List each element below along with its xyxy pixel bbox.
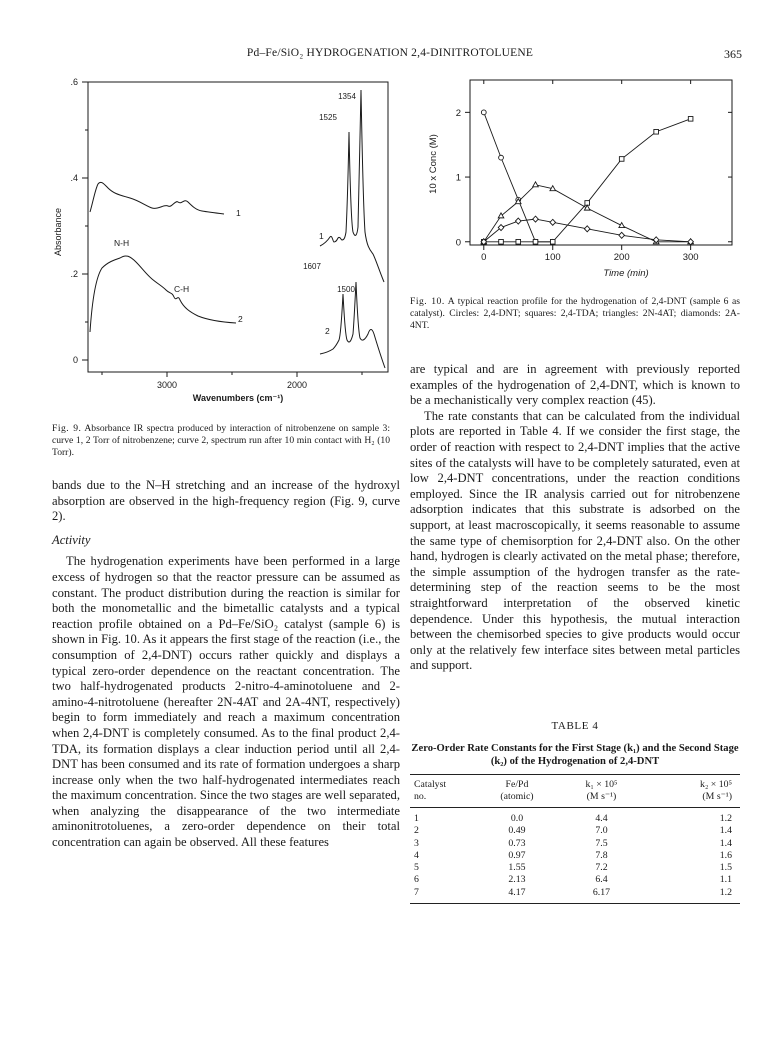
- right-paragraph-1: are typical and are in agreement with previously reported examples of the hydrogenation of 2,4-DNT, which is known to be a mechanistically very complex reaction (45).: [410, 362, 740, 408]
- data-point-square: [654, 129, 659, 134]
- fig9-peak-label-1525: 1525: [319, 113, 337, 122]
- table-cell: 0.49: [508, 825, 526, 837]
- fig10-xtick-label: 0: [481, 252, 487, 263]
- series-line-square: [484, 119, 691, 242]
- table-cell: 6.17: [560, 887, 643, 904]
- left-paragraph-1: bands due to the N–H stretching and an increase of the hydroxyl absorption are observed in the high-frequency region (Fig. 9, curve 2).: [52, 478, 400, 524]
- figure10-reaction-profile: [410, 72, 740, 287]
- table4-header-cell: k₂ × 10⁵: [643, 775, 740, 792]
- table-cell: 6.4: [595, 874, 608, 886]
- fig9-ytick-label: 0: [72, 355, 78, 365]
- page-header: [0, 47, 780, 63]
- figure10-caption-label: Fig. 10.: [410, 296, 445, 307]
- data-point-diamond: [550, 219, 556, 225]
- table-cell: 2: [414, 825, 419, 837]
- fig9-peak-label-1500: 1500: [337, 285, 355, 294]
- data-point-triangle: [584, 205, 590, 210]
- table4-header-row: [410, 791, 740, 808]
- fig9-curve-2-right: [320, 282, 385, 368]
- fig9-ytick-label: .6: [70, 77, 78, 87]
- fig10-frame: [470, 80, 732, 245]
- fig10-ytick-label: 0: [455, 237, 461, 249]
- fig10-ytick-label: 1: [455, 172, 461, 184]
- table-cell: 2.13: [508, 874, 526, 886]
- fig10-xtick-label: 100: [544, 252, 561, 263]
- table-cell: 3: [414, 837, 419, 849]
- fig9-y-ticks: [82, 82, 88, 360]
- table4-header-cell: Fe/Pd: [474, 775, 560, 792]
- figure9-ir-spectra: [40, 72, 400, 417]
- table-cell: 6: [414, 874, 419, 886]
- table-row: [410, 862, 740, 874]
- fig9-ytick-label: .4: [70, 173, 78, 183]
- figure9-caption-label: Fig. 9.: [52, 423, 82, 434]
- table-cell: 0.97: [508, 849, 526, 861]
- fig9-label-ch: C-H: [174, 284, 190, 294]
- fig9-curve-label-2-right: 2: [325, 326, 330, 336]
- table4-block: [410, 720, 740, 904]
- table4: [410, 774, 740, 904]
- table-cell: 1: [414, 813, 419, 824]
- table-row: [410, 838, 740, 850]
- table4-header-unit: no.: [410, 791, 474, 808]
- table-cell: 7.8: [595, 849, 608, 861]
- table-cell: 4.4: [595, 813, 608, 824]
- fig10-series: [481, 110, 693, 245]
- section-heading-activity: Activity: [52, 532, 91, 547]
- table-cell: 1.4: [719, 837, 732, 849]
- data-point-square: [533, 239, 538, 244]
- table-cell: 1.4: [719, 825, 732, 837]
- fig9-xtick-label: 2000: [286, 380, 308, 390]
- fig9-x-ticks: [102, 372, 362, 377]
- table-cell: 0.73: [508, 837, 526, 849]
- table-cell: 1.5: [719, 862, 732, 874]
- data-point-square: [550, 239, 555, 244]
- fig10-y-axis-label: 10 x Conc (M): [428, 134, 439, 194]
- data-point-circle: [481, 110, 486, 115]
- table-cell: 1.2: [643, 887, 740, 904]
- table-row: [410, 850, 740, 862]
- fig9-ytick-label: .2: [70, 269, 78, 279]
- figure10-caption: [410, 296, 740, 332]
- table-row: [410, 874, 740, 886]
- table-row: [410, 808, 740, 826]
- figure9-caption: [52, 423, 390, 459]
- data-point-square: [516, 239, 521, 244]
- fig9-curve-1-left: [90, 182, 224, 214]
- fig10-ytick-label: 2: [455, 107, 461, 119]
- table-row: [410, 887, 740, 904]
- table4-header-unit: (M s⁻¹): [643, 791, 740, 808]
- data-point-square: [499, 239, 504, 244]
- right-text-column: [410, 362, 740, 674]
- data-point-diamond: [619, 232, 625, 238]
- table-cell: 4.17: [474, 887, 560, 904]
- running-title: Pd–Fe/SiO₂ HYDROGENATION 2,4-DINITROTOLUENE: [246, 47, 534, 59]
- table-cell: 1.2: [719, 813, 732, 824]
- table4-header-unit: (atomic): [474, 791, 560, 808]
- table4-caption: Zero-Order Rate Constants for the First Stage (k₁) and the Second Stage (k₂) of the Hydrogenation of 2,4-DNT: [411, 743, 739, 767]
- series-line-triangle: [484, 185, 691, 242]
- data-point-diamond: [533, 216, 539, 222]
- fig9-curve-label-2: 2: [238, 314, 243, 324]
- table-cell: 7: [410, 887, 474, 904]
- table-cell: 7.0: [595, 825, 608, 837]
- fig9-y-axis-label: Absorbance: [53, 207, 63, 257]
- page-number: 365: [724, 47, 742, 61]
- data-point-triangle: [533, 182, 539, 187]
- fig10-xtick-label: 200: [613, 252, 630, 263]
- data-point-square: [688, 117, 693, 122]
- table-cell: 1.55: [508, 862, 526, 874]
- fig9-peak-label-1354: 1354: [338, 92, 356, 101]
- table-row: [410, 825, 740, 837]
- table4-header-cell: Catalyst: [410, 775, 474, 792]
- figure9-caption-text: Absorbance IR spectra produced by interaction of nitrobenzene on sample 3: curve 1, 2 Torr of nitrobenzene; curve 2, spectrum run after 10 min contact with H₂ (10 Torr).: [52, 423, 390, 458]
- table-cell: 7.5: [595, 837, 608, 849]
- table-cell: 4: [414, 849, 419, 861]
- fig9-label-nh: N-H: [114, 238, 130, 248]
- data-point-diamond: [515, 218, 521, 224]
- fig9-peak-label-1607: 1607: [303, 262, 321, 271]
- data-point-square: [619, 157, 624, 162]
- figure10-caption-text: A typical reaction profile for the hydrogenation of 2,4-DNT (sample 6 as catalyst). Circles: 2,4-DNT; squares: 2,4-TDA; triangles: 2N-4AT; diamonds: 2A-4NT.: [410, 296, 741, 331]
- table4-label: TABLE 4: [551, 720, 599, 732]
- left-paragraph-2: The hydrogenation experiments have been performed in a large excess of hydrogen so that the reactor pressure can be assumed as constant. The product distribution during the reaction is similar for both the monometallic and the bimetallic catalysts and a typical reaction profile obtained on a Pd–Fe/SiO₂ catalyst (sample 6) is shown in Fig. 10. As it appears the first stage of the reaction (i.e., the consumption of 2,4-DNT) occurs rather quickly and displays a typical zero-order dependence on the reactant concentration. The two half-hydrogenated products 2-nitro-4-aminotoluene and 2-amino-4-nitrotoluene (hereafter 2N-4AT and 2A-4NT, respectively) begin to form immediately and reach a maximum concentration when 2,4-DNT is completely consumed. As to the final product 2,4-TDA, its formation displays a clear induction period until all 2,4-DNT has been consumed and its rate of formation undergoes a sharp increase only when the two half-hydrogenated intermediates reach the maximum concentration. Since the two stages are well separated, when analyzing the disappearance of the two intermediate aminonitrotoluenes, a zero-order dependence on their total concentration can again be observed. All these features: [52, 554, 400, 850]
- table-cell: 1.6: [719, 849, 732, 861]
- table-cell: 0.0: [510, 813, 524, 824]
- fig9-x-axis-label: Wavenumbers (cm⁻¹): [192, 393, 284, 403]
- right-paragraph-2: The rate constants that can be calculated from the individual plots are reported in Table 4. If we consider the first stage, the order of reaction with respect to 2,4-DNT implies that the active sites of the catalysts will have to be completely saturated, even at low 2,4-DNT concentrations, under the reaction conditions employed. Since the IR analysis carried out for nitrobenzene adsorption indicates that this substrate is adsorbed on the support, at least macroscopically, it seems reasonable to assume the same type of chemisorption for 2,4-DNT also. On the other hand, hydrogen is clearly activated on the metal phase; therefore, the simple assumption of the hydrogen transfer as the rate-determining step of the reaction seems to be the most straightforward interpretation of the observed kinetic dependence. Under this hypothesis, the mutual interaction between the chemisorbed species to give products would occur only at the relatively few interface sites between metal particles and support.: [410, 408, 740, 673]
- table-cell: 1.1: [719, 874, 732, 886]
- fig9-curve-2-left: [90, 256, 236, 332]
- table4-header-cell: k₁ × 10⁵: [560, 775, 643, 792]
- fig10-ticks: [456, 80, 732, 263]
- fig9-xtick-label: 3000: [156, 380, 178, 390]
- table4-header-row: [410, 775, 740, 792]
- data-point-circle: [499, 155, 504, 160]
- fig9-curve-label-1-right: 1: [319, 231, 324, 241]
- data-point-triangle: [498, 213, 504, 218]
- table-cell: 5: [414, 862, 419, 874]
- fig10-x-axis-label: Time (min): [603, 268, 649, 279]
- fig9-curve-label-1: 1: [236, 208, 241, 218]
- left-text-column: [52, 478, 400, 851]
- data-point-diamond: [584, 226, 590, 232]
- fig9-frame: [88, 82, 388, 372]
- table-cell: 7.2: [595, 862, 608, 874]
- fig10-xtick-label: 300: [682, 252, 699, 263]
- table4-header-unit: (M s⁻¹): [560, 791, 643, 808]
